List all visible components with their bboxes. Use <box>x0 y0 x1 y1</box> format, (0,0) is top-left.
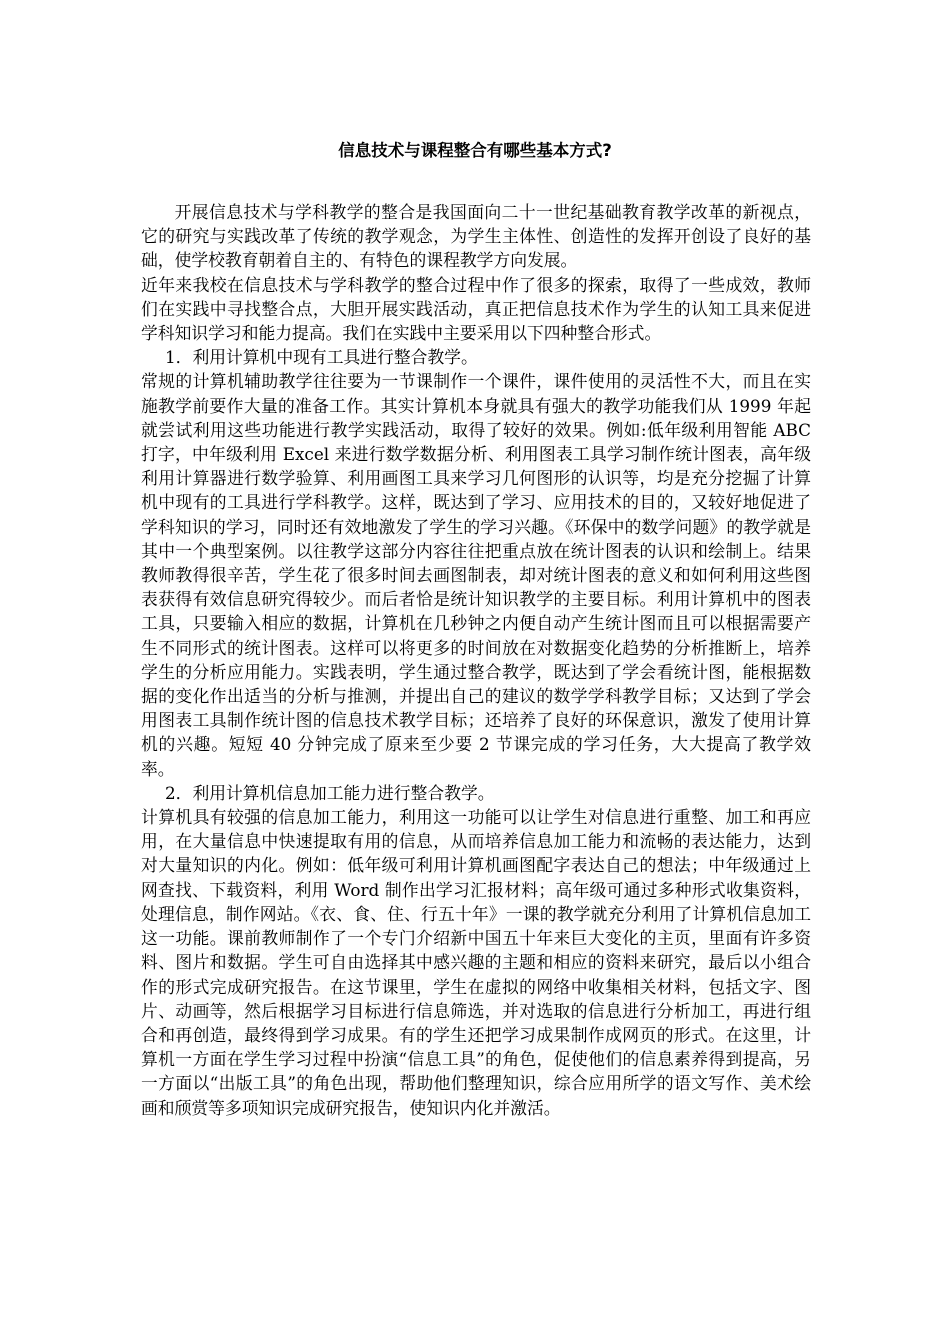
section-heading-1: 1．利用计算机中现有工具进行整合教学。 <box>165 347 478 368</box>
intro-paragraph: 开展信息技术与学科教学的整合是我国面向二十一世纪基础教育教学改革的新视点，它的研究与实践改革了传统的教学观念，为学生主体性、创造性的发挥开创设了良好的基础，使学校教育朝着自主的、有特色的课程教学方向发展。 <box>141 202 811 271</box>
document-title: 信息技术与课程整合有哪些基本方式? <box>338 141 612 160</box>
section-2-paragraph: 计算机具有较强的信息加工能力，利用这一功能可以让学生对信息进行重整、加工和再应用，在大量信息中快速提取有用的信息，从而培养信息加工能力和流畅的表达能力，达到对大量知识的内化。例如：低年级可利用计算机画图配字表达自己的想法；中年级通过上网查找、下载资料，利用 Word 制作出学习汇报材料；高年级可通过多种形式收集资料，处理信息，制作网站。《衣、食、住、行五十年》一课的教学就充分利用了计算机信息加工这一功能。课前教师制作了一个专门介绍新中国五十年来巨大变化的主页，里面有许多资料、图片和数据。学生可自由选择其中感兴趣的主题和相应的资料来研究，最后以小组合作的形式完成研究报告。在这节课里，学生在虚拟的网络中收集相关材料，包括文字、图片、动画等，然后根据学习目标进行信息筛选，并对选取的信息进行分析加工，再进行组合和再创造，最终得到学习成果。有的学生还把学习成果制作成网页的形式。在这里，计算机一方面在学生学习过程中扮演“信息工具”的角色，促使他们的信息素养得到提高，另一方面以“出版工具”的角色出现，帮助他们整理知识，综合应用所学的语文写作、美术绘画和颀赏等多项知识完成研究报告，使知识内化并激活。 <box>141 807 811 1118</box>
document-body <box>141 200 811 1120</box>
section-heading-2: 2．利用计算机信息加工能力进行整合教学。 <box>165 782 495 803</box>
section-1-paragraph: 常规的计算机辅助教学往往要为一节课制作一个课件，课件使用的灵活性不大，而且在实施教学前要作大量的准备工作。其实计算机本身就具有强大的教学功能我们从 1999 年起就尝试利用这些功能进行教学实践活动，取得了较好的效果。例如:低年级利用智能 ABC 打字，中年级利用 Excel 来进行数学数据分析、利用图表工具学习制作统计图表，高年级利用计算器进行数学验算、利用画图工具来学习几何图形的认识等，均是充分挖掘了计算机中现有的工具进行学科教学。这样，既达到了学习、应用技术的目的，又较好地促进了学科知识的学习，同时还有效地激发了学生的学习兴趣。《环保中的数学问题》的教学就是其中一个典型案例。以往教学这部分内容往往把重点放在统计图表的认识和绘制上。结果教师教得很辛苦，学生花了很多时间去画图制表，却对统计图表的意义和如何利用这些图表获得有效信息研究得较少。而后者恰是统计知识教学的主要目标。利用计算机中的图表工具，只要输入相应的数据，计算机在几秒钟之内便自动产生统计图而且可以根据需要产生不同形式的统计图表。这样可以将更多的时间放在对数据变化趋势的分析推断上，培养学生的分析应用能力。实践表明，学生通过整合教学，既达到了学会看统计图，能根据数据的变化作出适当的分析与推测，并提出自己的建议的数学学科教学目标；又达到了学会用图表工具制作统计图的信息技术教学目标；还培养了良好的环保意识，激发了使用计算机的兴趣。短短 40 分钟完成了原来至少要 2 节课完成的学习任务，大大提高了教学效率。 <box>141 371 811 779</box>
practice-paragraph: 近年来我校在信息技术与学科教学的整合过程中作了很多的探索，取得了一些成效，教师们在实践中寻找整合点，大胆开展实践活动，真正把信息技术作为学生的认知工具来促进学科知识学习和能力提高。我们在实践中主要采用以下四种整合形式。 <box>141 274 811 344</box>
